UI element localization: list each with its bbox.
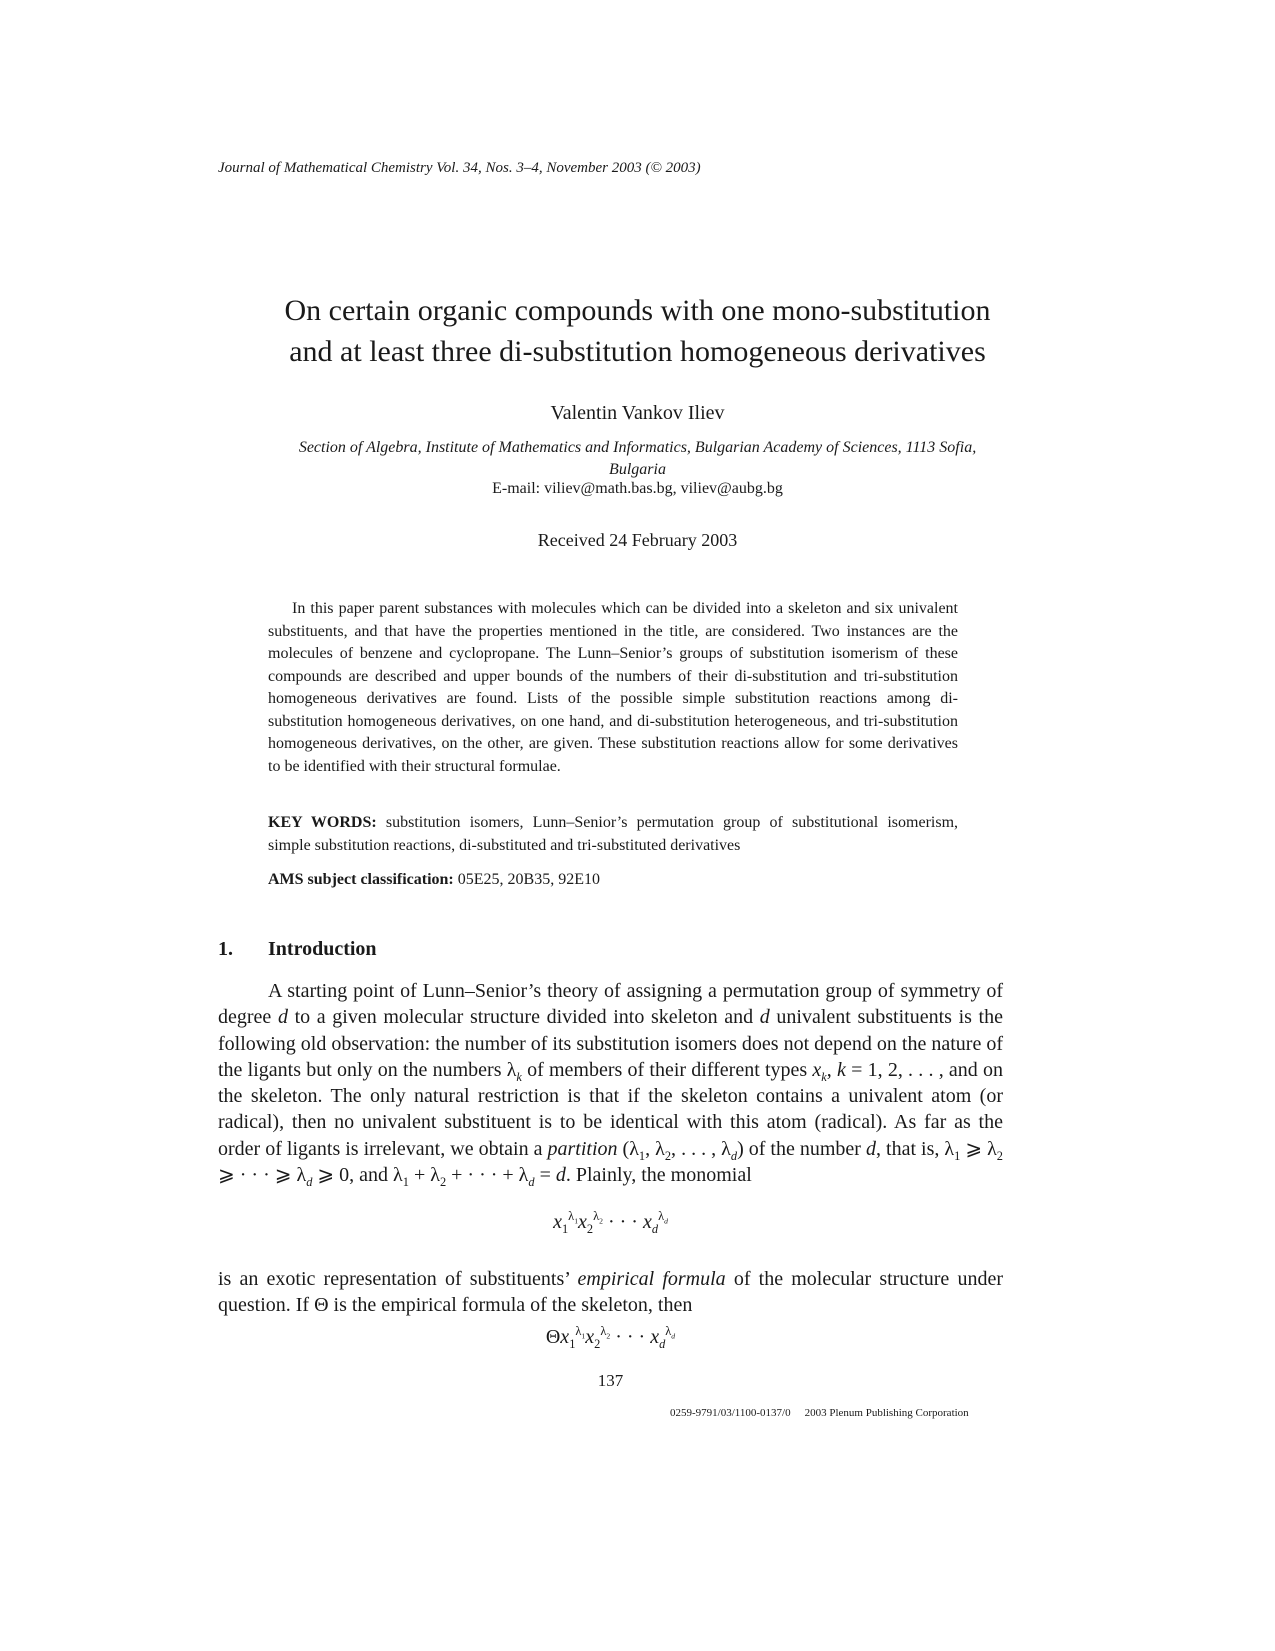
section-number: 1. xyxy=(218,938,233,960)
monomial-formula: $x_1^{\lambda_1}x_2^{\lambda_2}$ · · · $x_d^{\lambda_d}$ xyxy=(553,1209,668,1236)
section-title: Introduction xyxy=(268,938,377,960)
footer-code: 0259-9791/03/1100-0137/0 xyxy=(670,1407,791,1419)
footer-publisher: 2003 Plenum Publishing Corporation xyxy=(804,1407,969,1419)
skeleton-formula: $\Theta x_1^{\lambda_1}x_2^{\lambda_2}$ · · · $x_d^{\lambda_d}$ xyxy=(545,1324,676,1351)
author-email: E-mail: viliev@math.bas.bg, viliev@aubg.bg xyxy=(492,480,783,497)
affiliation xyxy=(210,437,1065,481)
author-name: Valentin Vankov Iliev xyxy=(550,402,725,424)
section-heading xyxy=(218,938,377,961)
paper-title xyxy=(160,290,1115,372)
affiliation-line-2: Bulgaria xyxy=(609,461,666,478)
ams-text: 05E25, 20B35, 92E10 xyxy=(457,871,600,888)
title-line-2: and at least three di-substitution homogeneous derivatives xyxy=(289,335,986,368)
intro-paragraph: A starting point of Lunn–Senior’s theory of assigning a permutation group of symmetry of degree d to a given molecular structure divided into skeleton and d univalent substituents is the following old observation: the number of its substitution isomers does not depend on the nature of the ligants but only on the numbers $\lambda_k$ of members of their different types $x_k$, k = 1, 2, . . . , and on the skeleton. The only natural restriction is that if the skeleton contains a univalent atom (or radical), then no univalent substituent is to be identical with this atom (radical). As far as the order of ligants is irrelevant, we obtain a partition ($\lambda_1$, $\lambda_2$, . . . , $\lambda_d$) of the number d, that is, $\lambda_1$ ⩾ $\lambda_2$ ⩾ · · · ⩾ $\lambda_d$ ⩾ 0, and $\lambda_1 + \lambda_2$ + · · · + $\lambda_d = d$. Plainly, the monomial xyxy=(218,980,1004,1190)
keywords xyxy=(268,812,958,857)
ams-classification xyxy=(268,871,958,889)
affiliation-line-1: Section of Algebra, Institute of Mathematics and Informatics, Bulgarian Academy of Sciences, 1113 Sofia, xyxy=(298,439,977,456)
received-date: Received 24 February 2003 xyxy=(537,530,738,550)
title-line-1: On certain organic compounds with one mono-substitution xyxy=(284,294,991,327)
footer xyxy=(670,1407,983,1419)
keywords-text: substitution isomers, Lunn–Senior’s permutation group of substitutional isomerism, simple substitution reactions, di-substituted and tri-substituted derivatives xyxy=(268,814,959,854)
abstract: In this paper parent substances with molecules which can be divided into a skeleton and six univalent substituents, and that have the properties mentioned in the title, are considered. Two instances are the molecules of benzene and cyclopropane. The Lunn–Senior’s groups of substitution isomerism of these compounds are described and upper bounds of the numbers of their di-substitution and tri-substitution homogeneous derivatives are found. Lists of the possible simple substitution reactions among di-substitution homogeneous derivatives, on one hand, and di-substitution heterogeneous, and tri-substitution homogeneous derivatives, on the other, are given. These substitution reactions allow for some derivatives to be identified with their structural formulae. xyxy=(268,600,958,775)
intro-paragraph-continued: is an exotic representation of substituents’ empirical formula of the molecular structure under question. If Θ is the empirical formula of the skeleton, then xyxy=(218,1268,1003,1317)
keywords-label: KEY WORDS: xyxy=(268,814,377,831)
journal-header: Journal of Mathematical Chemistry Vol. 34, Nos. 3–4, November 2003 (© 2003) xyxy=(218,160,701,176)
page-number: 137 xyxy=(597,1371,624,1390)
ams-label: AMS subject classification: xyxy=(268,871,454,888)
